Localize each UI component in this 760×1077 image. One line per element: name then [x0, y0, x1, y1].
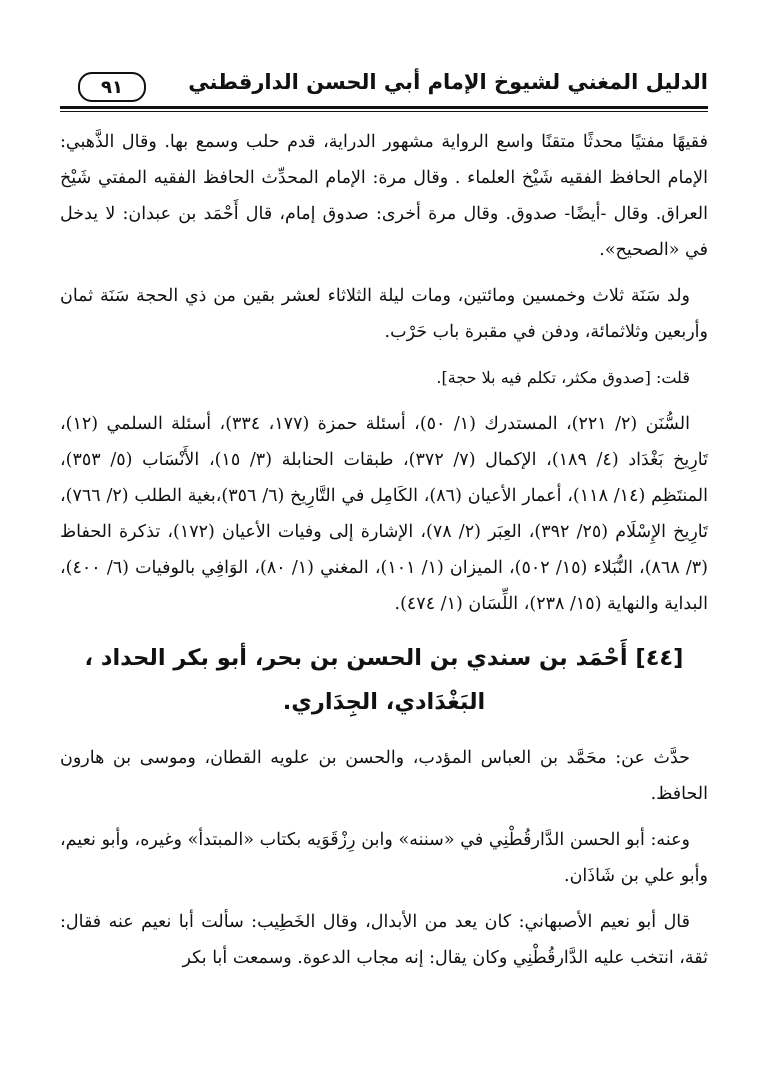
main-text	[60, 124, 708, 986]
narrated-from-paragraph: حدَّث عن: محَمَّد بن العباس المؤدب، والحسن بن علويه القطان، وموسى بن هارون الحافظ.	[60, 748, 708, 804]
page-number: ٩١	[78, 72, 146, 102]
entry-heading-line-1: [٤٤] أَحْمَد بن سندي بن الحسن بن بحر، أبو بكر الحداد ،	[84, 645, 684, 671]
author-note: قلت: [صدوق مكثر، تكلم فيه بلا حجة].	[436, 368, 690, 387]
entry-heading-line-2: البَغْدَادي، الجِدَاري.	[282, 689, 486, 715]
header-rule-thin	[60, 111, 708, 112]
sources-list: السُّنَن (٢/ ٢٢١)، المستدرك (١/ ٥٠)، أسئلة حمزة (١٧٧، ٣٣٤)، أسئلة السلمي (١٢)، تَارِيخ بَغْدَاد (٤/ ١٨٩)، الإكمال (٧/ ٣٧٢)، طبقات الحنابلة (٣/ ١٥)، الأَنْسَاب (٥/ ٣٥٣)، المنتَظِم (١٤/ ١١٨)، أعمار الأعيان (٨٦)، الكَامِل في التَّارِيخ (٦/ ٣٥٦)،بغية الطلب (٢/ ٧٦٦)، تَارِيخ الإِسْلَام (٢٥/ ٣٩٢)، العِبَر (٢/ ٧٨)، الإشارة إلى وفيات الأعيان (١٧٢)، تذكرة الحفاظ (٣/ ٨٦٨)، النُّبَلاء (١٥/ ٥٠٢)، الميزان (١/ ١٠١)، المغني (١/ ٨٠)، الوَافِي بالوفيات (٦/ ٤٠٠)، البداية والنهاية (١٥/ ٢٣٨)، اللِّسَان (١/ ٤٧٤).	[60, 414, 708, 614]
birth-death-paragraph: ولد سَنَة ثلاث وخمسين ومائتين، ومات ليلة الثلاثاء لعشر بقين من ذي الحجة سَنَة ثمان وأربعين وثلاثمائة، ودفن في مقبرة باب حَرْب.	[60, 286, 708, 342]
entry-heading	[60, 636, 708, 724]
biography-paragraph: فقيهًا مفتيًا محدثًا متقنًا واسع الرواية مشهور الدراية، قدم حلب وسمع بها. وقال الذَّهبي: الإمام الحافظ الفقيه شَيْخ العلماء . وقال مرة: الإمام المحدِّث الحافظ الفقيه المفتي شَيْخ العراق. وقال -أيضًا- صدوق. وقال مرة أخرى: صدوق إمام، قال أَحْمَد بن عبدان: لا يدخل في «الصحيح».	[60, 132, 708, 260]
running-title: الدليل المغني لشيوخ الإمام أبي الحسن الدارقطني	[188, 70, 708, 94]
assessment-paragraph: قال أبو نعيم الأصبهاني: كان يعد من الأبدال، وقال الخَطِيب: سألت أبا نعيم عنه فقال: ثقة، انتخب عليه الدَّارقُطْنِي وكان يقال: إنه مجاب الدعوة. وسمعت أبا بكر	[60, 912, 708, 968]
narrators-paragraph: وعنه: أبو الحسن الدَّارقُطْنِي في «سننه» وابن رِزْقَوَيه بكتاب «المبتدأ» وغيره، وأبو نعيم، وأبو علي بن شَاذَان.	[60, 830, 708, 886]
header-rule-thick	[60, 106, 708, 109]
page-header	[60, 66, 708, 112]
